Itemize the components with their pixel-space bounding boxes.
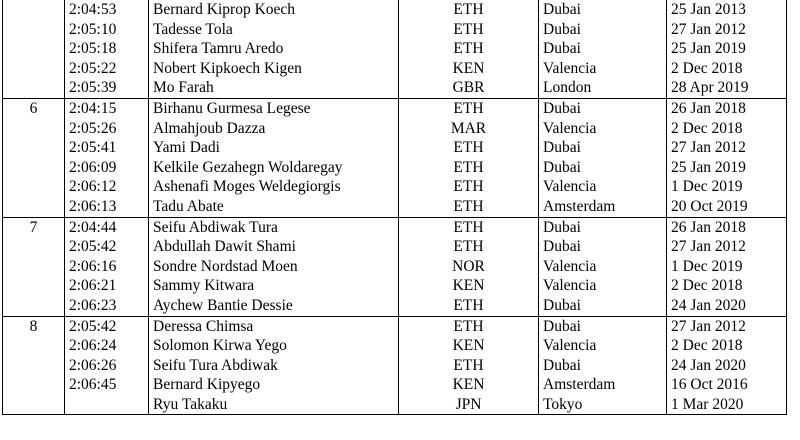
athlete-cell: Bernard Kiprop Koech xyxy=(149,0,399,20)
rank-cell xyxy=(3,276,65,296)
time-cell: 2:04:44 xyxy=(65,217,149,237)
table-row xyxy=(3,237,787,257)
time-cell: 2:06:24 xyxy=(65,336,149,356)
date-cell: 27 Jan 2012 xyxy=(667,237,787,257)
nationality-cell: ETH xyxy=(399,356,539,376)
rank-cell xyxy=(3,39,65,59)
time-cell: 2:06:12 xyxy=(65,177,149,197)
time-cell: 2:05:10 xyxy=(65,20,149,40)
athlete-cell: Aychew Bantie Dessie xyxy=(149,296,399,316)
nationality-cell: ETH xyxy=(399,177,539,197)
rank-cell xyxy=(3,0,65,20)
nationality-cell: ETH xyxy=(399,0,539,20)
nationality-cell: NOR xyxy=(399,257,539,277)
time-cell: 2:05:22 xyxy=(65,59,149,79)
date-cell: 2 Dec 2018 xyxy=(667,336,787,356)
nationality-cell: KEN xyxy=(399,59,539,79)
date-cell: 24 Jan 2020 xyxy=(667,356,787,376)
venue-cell: Dubai xyxy=(539,356,667,376)
venue-cell: Valencia xyxy=(539,119,667,139)
venue-cell: Dubai xyxy=(539,39,667,59)
date-cell: 2 Dec 2018 xyxy=(667,59,787,79)
time-cell: 2:04:15 xyxy=(65,98,149,118)
date-cell: 25 Jan 2019 xyxy=(667,39,787,59)
time-cell: 2:06:13 xyxy=(65,197,149,217)
date-cell: 2 Dec 2018 xyxy=(667,119,787,139)
venue-cell: Valencia xyxy=(539,257,667,277)
date-cell: 27 Jan 2012 xyxy=(667,316,787,336)
nationality-cell: KEN xyxy=(399,336,539,356)
table-row xyxy=(3,20,787,40)
table-row xyxy=(3,158,787,178)
venue-cell: Dubai xyxy=(539,217,667,237)
rank-cell: 7 xyxy=(3,217,65,237)
rank-cell xyxy=(3,395,65,415)
venue-cell: Valencia xyxy=(539,336,667,356)
time-cell: 2:06:21 xyxy=(65,276,149,296)
time-cell: 2:05:41 xyxy=(65,138,149,158)
table-row xyxy=(3,59,787,79)
time-cell: 2:06:26 xyxy=(65,356,149,376)
venue-cell: Valencia xyxy=(539,276,667,296)
rank-cell xyxy=(3,59,65,79)
time-cell: 2:05:18 xyxy=(65,39,149,59)
date-cell: 25 Jan 2013 xyxy=(667,0,787,20)
rank-cell xyxy=(3,356,65,376)
date-cell: 16 Oct 2016 xyxy=(667,375,787,395)
nationality-cell: ETH xyxy=(399,20,539,40)
venue-cell: Dubai xyxy=(539,138,667,158)
rank-cell xyxy=(3,20,65,40)
nationality-cell: ETH xyxy=(399,197,539,217)
date-cell: 25 Jan 2019 xyxy=(667,158,787,178)
rank-cell: 8 xyxy=(3,316,65,336)
table-row xyxy=(3,217,787,237)
rank-cell: 6 xyxy=(3,98,65,118)
table-row xyxy=(3,257,787,277)
rank-cell xyxy=(3,138,65,158)
table-row xyxy=(3,39,787,59)
athlete-cell: Deressa Chimsa xyxy=(149,316,399,336)
nationality-cell: JPN xyxy=(399,395,539,415)
athlete-cell: Mo Farah xyxy=(149,78,399,98)
date-cell: 27 Jan 2012 xyxy=(667,20,787,40)
date-cell: 1 Mar 2020 xyxy=(667,395,787,415)
table-row xyxy=(3,197,787,217)
nationality-cell: ETH xyxy=(399,237,539,257)
time-cell: 2:06:23 xyxy=(65,296,149,316)
rank-cell xyxy=(3,158,65,178)
rank-cell xyxy=(3,257,65,277)
nationality-cell: ETH xyxy=(399,39,539,59)
time-cell: 2:05:39 xyxy=(65,78,149,98)
nationality-cell: ETH xyxy=(399,316,539,336)
time-cell: 2:06:45 xyxy=(65,375,149,395)
athlete-cell: Tadesse Tola xyxy=(149,20,399,40)
nationality-cell: ETH xyxy=(399,138,539,158)
rank-cell xyxy=(3,177,65,197)
date-cell: 20 Oct 2019 xyxy=(667,197,787,217)
table-row xyxy=(3,119,787,139)
results-table xyxy=(2,0,787,415)
table-row xyxy=(3,78,787,98)
venue-cell: Dubai xyxy=(539,316,667,336)
venue-cell: Dubai xyxy=(539,158,667,178)
time-cell: 2:06:09 xyxy=(65,158,149,178)
athlete-cell: Sammy Kitwara xyxy=(149,276,399,296)
venue-cell: Tokyo xyxy=(539,395,667,415)
venue-cell: London xyxy=(539,78,667,98)
date-cell: 26 Jan 2018 xyxy=(667,98,787,118)
time-cell: 2:05:26 xyxy=(65,119,149,139)
athlete-cell: Shifera Tamru Aredo xyxy=(149,39,399,59)
athlete-cell: Yami Dadi xyxy=(149,138,399,158)
nationality-cell: ETH xyxy=(399,158,539,178)
nationality-cell: ETH xyxy=(399,296,539,316)
athlete-cell: Solomon Kirwa Yego xyxy=(149,336,399,356)
table-row xyxy=(3,0,787,20)
venue-cell: Valencia xyxy=(539,59,667,79)
athlete-cell: Seifu Abdiwak Tura xyxy=(149,217,399,237)
venue-cell: Amsterdam xyxy=(539,375,667,395)
results-table-body xyxy=(3,0,787,415)
date-cell: 1 Dec 2019 xyxy=(667,177,787,197)
table-row xyxy=(3,375,787,395)
athlete-cell: Sondre Nordstad Moen xyxy=(149,257,399,277)
rank-cell xyxy=(3,197,65,217)
rank-cell xyxy=(3,336,65,356)
table-row xyxy=(3,316,787,336)
time-cell: 2:05:42 xyxy=(65,316,149,336)
nationality-cell: ETH xyxy=(399,217,539,237)
athlete-cell: Abdullah Dawit Shami xyxy=(149,237,399,257)
rank-cell xyxy=(3,375,65,395)
time-cell: 2:04:53 xyxy=(65,0,149,20)
date-cell: 27 Jan 2012 xyxy=(667,138,787,158)
table-row xyxy=(3,395,787,415)
athlete-cell: Ashenafi Moges Weldegiorgis xyxy=(149,177,399,197)
venue-cell: Valencia xyxy=(539,177,667,197)
date-cell: 26 Jan 2018 xyxy=(667,217,787,237)
time-cell: 2:06:16 xyxy=(65,257,149,277)
table-row xyxy=(3,356,787,376)
venue-cell: Dubai xyxy=(539,296,667,316)
athlete-cell: Ryu Takaku xyxy=(149,395,399,415)
rank-cell xyxy=(3,119,65,139)
athlete-cell: Almahjoub Dazza xyxy=(149,119,399,139)
date-cell: 1 Dec 2019 xyxy=(667,257,787,277)
table-row xyxy=(3,98,787,118)
athlete-cell: Tadu Abate xyxy=(149,197,399,217)
venue-cell: Dubai xyxy=(539,98,667,118)
venue-cell: Dubai xyxy=(539,237,667,257)
date-cell: 24 Jan 2020 xyxy=(667,296,787,316)
table-row xyxy=(3,296,787,316)
table-row xyxy=(3,138,787,158)
nationality-cell: ETH xyxy=(399,98,539,118)
table-row xyxy=(3,177,787,197)
venue-cell: Amsterdam xyxy=(539,197,667,217)
rank-cell xyxy=(3,78,65,98)
table-row xyxy=(3,276,787,296)
time-cell xyxy=(65,395,149,415)
rank-cell xyxy=(3,296,65,316)
athlete-cell: Bernard Kipyego xyxy=(149,375,399,395)
date-cell: 2 Dec 2018 xyxy=(667,276,787,296)
nationality-cell: KEN xyxy=(399,375,539,395)
rank-cell xyxy=(3,237,65,257)
nationality-cell: KEN xyxy=(399,276,539,296)
nationality-cell: MAR xyxy=(399,119,539,139)
athlete-cell: Seifu Tura Abdiwak xyxy=(149,356,399,376)
venue-cell: Dubai xyxy=(539,0,667,20)
table-row xyxy=(3,336,787,356)
nationality-cell: GBR xyxy=(399,78,539,98)
athlete-cell: Birhanu Gurmesa Legese xyxy=(149,98,399,118)
time-cell: 2:05:42 xyxy=(65,237,149,257)
date-cell: 28 Apr 2019 xyxy=(667,78,787,98)
venue-cell: Dubai xyxy=(539,20,667,40)
athlete-cell: Nobert Kipkoech Kigen xyxy=(149,59,399,79)
athlete-cell: Kelkile Gezahegn Woldaregay xyxy=(149,158,399,178)
